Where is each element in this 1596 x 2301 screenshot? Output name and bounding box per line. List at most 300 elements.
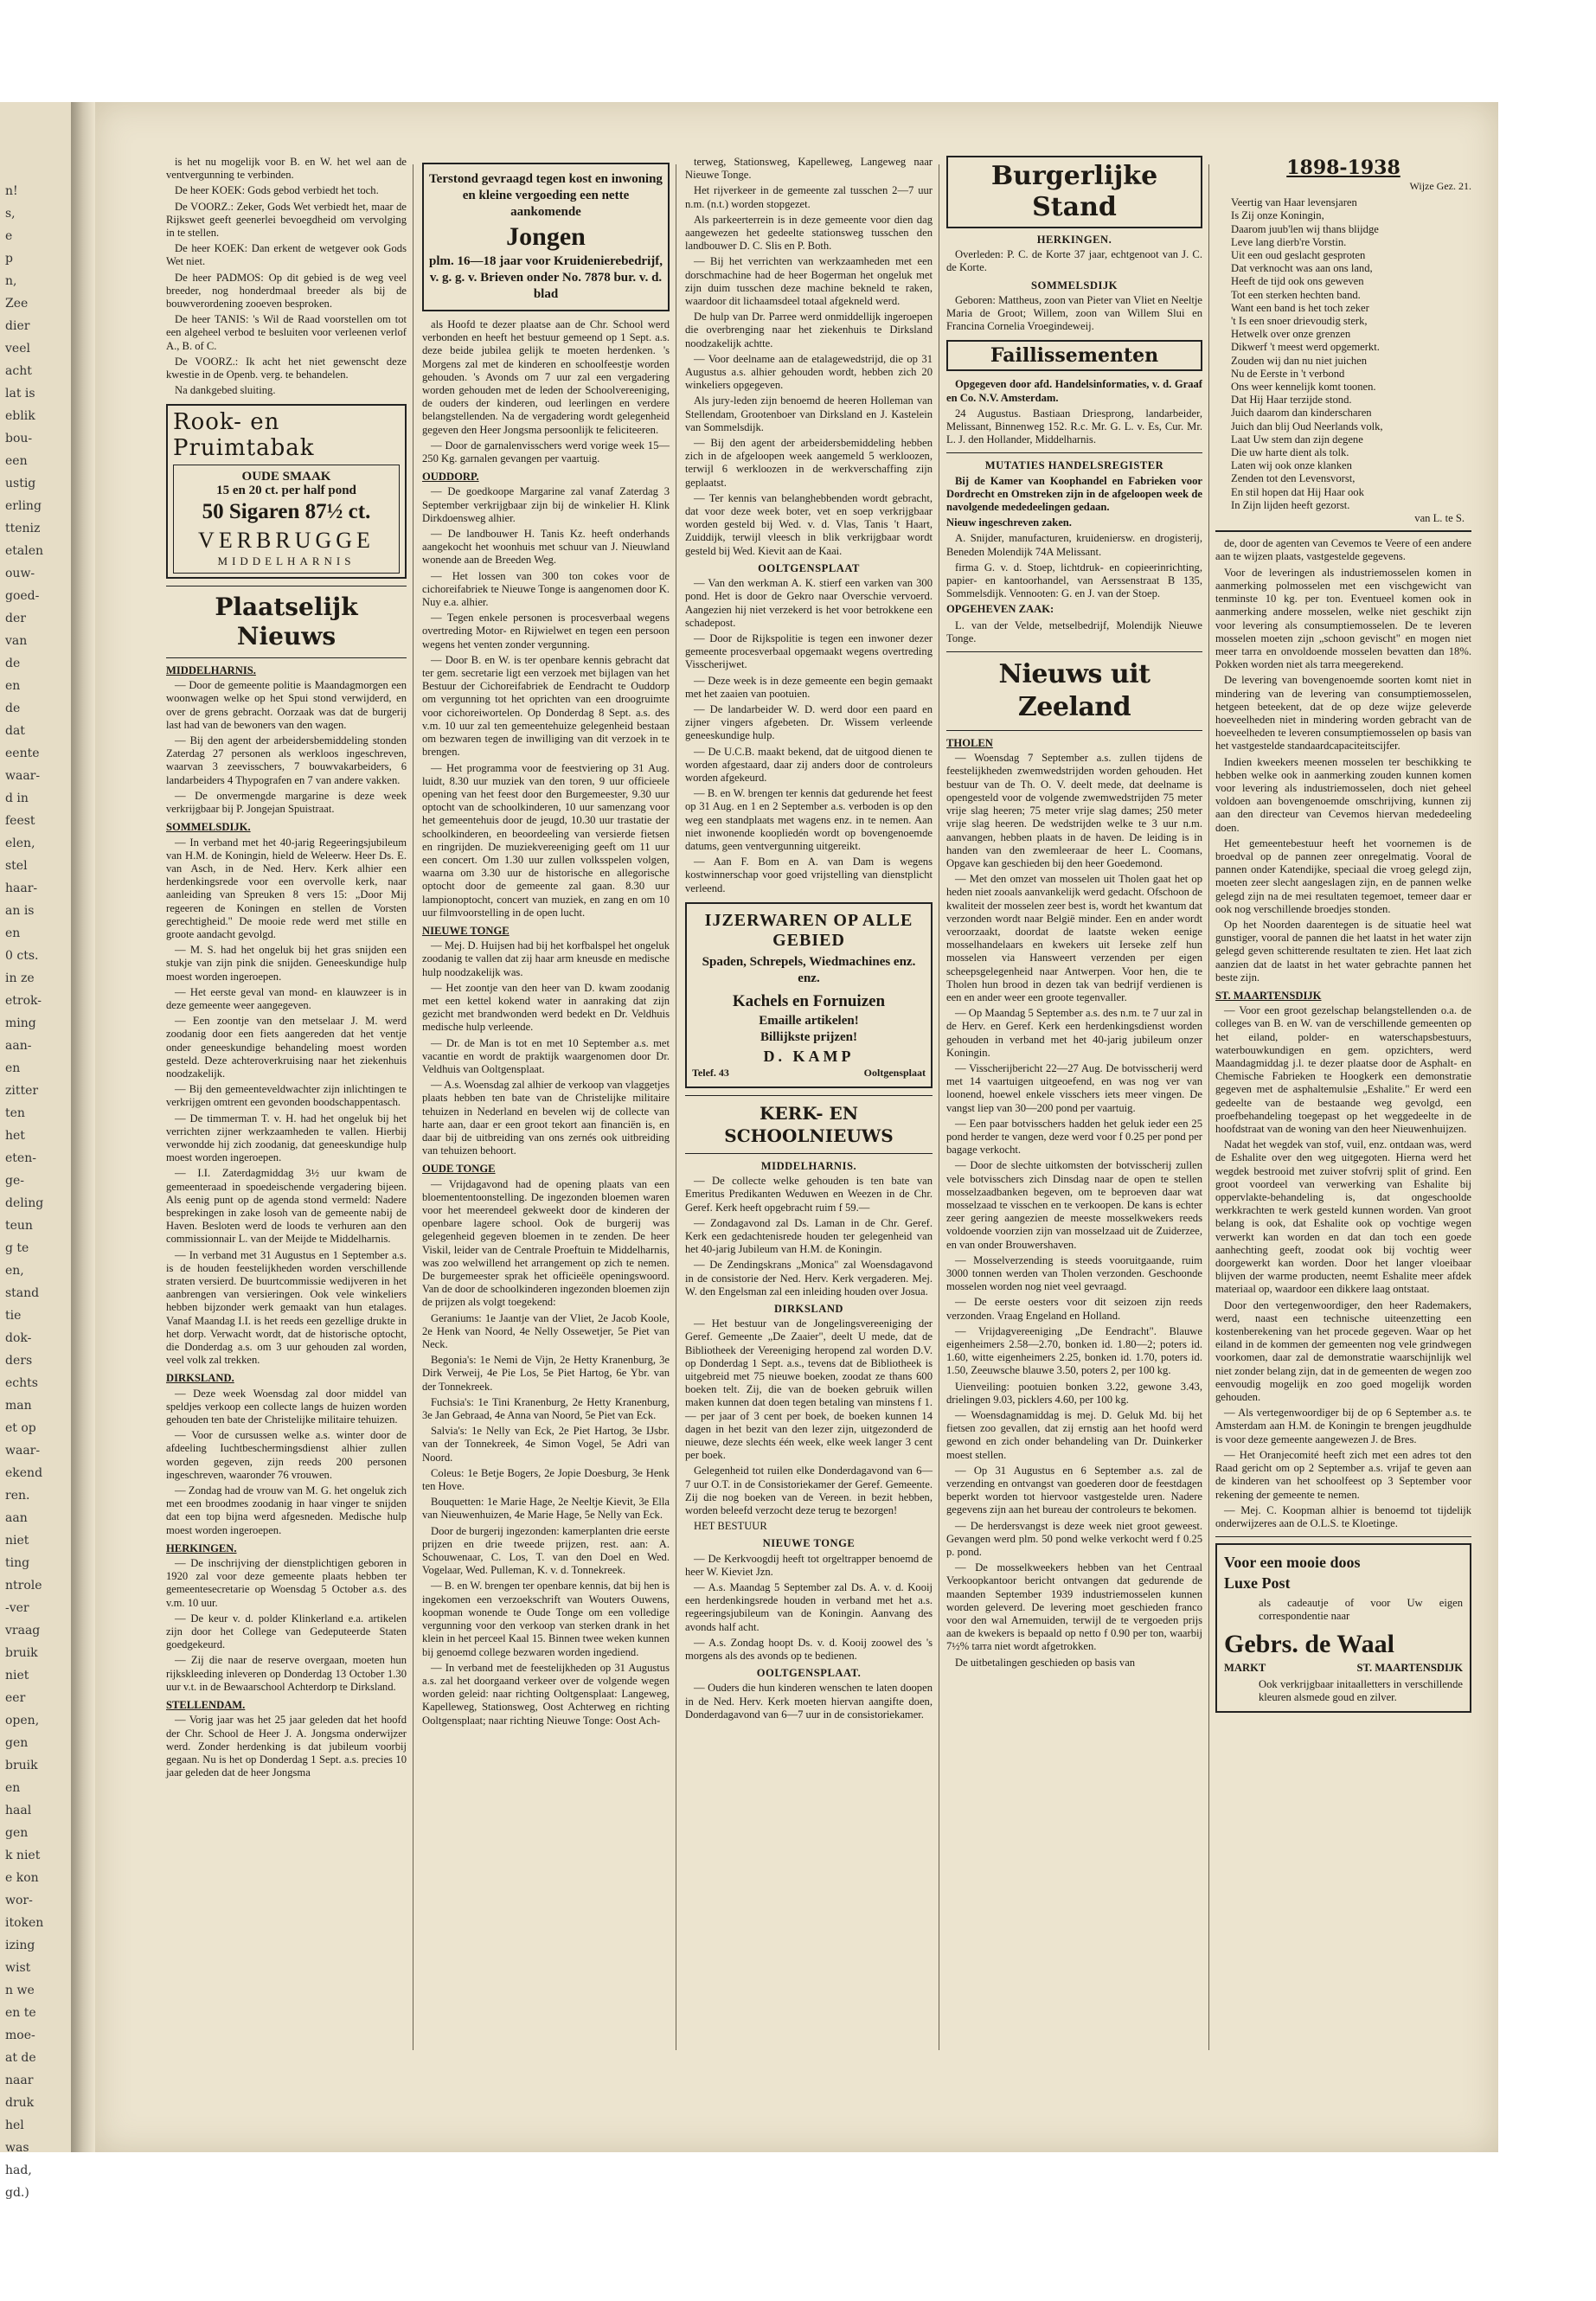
section-title: Faillissementen [990,344,1159,368]
article [946,752,1202,1670]
paragraph: Door den vertegenwoordiger, den heer Rademakers, werd, naast een technische uiteenzetting een kostenberekening van het procede gegeven. Waar op het eiland in de kommen der gemeenten nog vele grindwegen voorkomen, daar zal de demonstratie waarschijnlijk wel niet zonder belang zijn, dat in de gemeenten de wegen zoo eenvoudig mogelijk en zoo goed mogelijk worden gehouden. [1215,1298,1471,1404]
heading: DIRKSLAND [773,1303,844,1315]
ad-text: Ook verkrijgbaar initaalletters in verschillende kleuren alsmede goud en zilver. [1259,1677,1463,1703]
jongen-ad [422,163,670,311]
paragraph: Gelegenheid tot ruilen elke Donderdagavond van 6—7 uur O.T. in de Consistoriekamer der Geref. Gemeente. Zij die nog boeken van de Vereen. in bezit hebben, worden beleefd verzocht deze terug te bezorgen! [685,1465,933,1517]
fragment: waar- [5,1444,41,1458]
paragraph: — Als vertegenwoordiger bij de op 6 September a.s. te Amsterdam aan H.M. de Koningin te brengen jeugdhulde is voor deze gemeente aangewezen J. de Bres. [1215,1407,1471,1445]
poem-line: Uit een oud geslacht gesproten [1231,249,1366,262]
article [166,1714,407,1779]
article [1215,1004,1471,1530]
column-2 [422,156,670,2137]
fragment: in ze [5,971,35,985]
paragraph: — Van den werkman A. K. stierf een varken van 300 pond. Het is door de Gekro naar Overschie vervoerd. Aangezien hij niet verzekerd is het voor betrokkene een schadepost. [685,577,933,629]
paragraph: — Vorig jaar was het 25 jaar geleden dat het hoofd der Chr. School de Heer J. A. Jongsma onderwijzer werd. Zonder herdenking is dat jubileum voorbij gegaan. Nu is het op Donderdag 1 Sept. a.s. precies 10 jaar geleden dat de heer Jongsma [166,1714,407,1779]
paragraph: — Op Maandag 5 September a.s. des n.m. te 7 uur zal in de Herv. en Geref. Kerk een herdenkingsdienst worden gehouden in verband met het 40-jarig jubileum onzer Koningin. [946,1007,1202,1059]
burgerlijke-stand-box [946,156,1202,228]
fragment: en [5,1781,21,1795]
paragraph: De heer TANIS: 's Wil de Raad voorstellen om tot een algeheel verbod te besluiten voor verleenen verlof A., B. of C. [166,313,407,352]
paragraph: — Door de Rijkspolitie is tegen een inwoner dezer gemeente procesverbaal opgemaakt wegens overtreding Visscherijwet. [685,631,933,671]
paragraph: — Aan F. Bom en A. van Dam is wegens kostwinnerschap voor goed vrijstelling van dienstplicht verleend. [685,856,933,894]
fragment: dok- [5,1331,32,1345]
paragraph: — Bij den agent der arbeidersbemiddeling stonden Zaterdag 27 personen als werkloos ingeschreven, waarvan 3 zeevisschers, 7 bouwvakarbeiders, 6 landarbeiders 4 Thypografen en 7 van andere vakken. [166,734,407,786]
paragraph: — B. en W. brengen ter kennis dat gedurende het feest op 31 Aug. en 1 en 2 September a.s. verboden is op den weg een standplaats met wagens enz. in te nemen. Aan niet inwonende koopliedén wordt op bovengenoemde datums, geen ventvergunning uitgereikt. [685,787,933,852]
paragraph: terweg, Stationsweg, Kapelleweg, Langeweg naar Nieuwe Tonge. [685,156,933,182]
paragraph: — Bij den agent der arbeidersbemiddeling hebben zich in de afgeloopen week aangemeld 5 werkloozen, terwijl 6 werkloozen in de werkverschaffing zijn geplaatst. [685,437,933,489]
heading: SOMMELSDIJK. [166,821,251,834]
fragment: aan [5,1511,28,1525]
fragment: man [5,1399,32,1413]
paragraph: — In verband met 31 Augustus en 1 September a.s. is de houden feestelijkheden worden verschillende straten versierd. De buurtcommissie wedijveren in het aanbrengen van versieringen. Ook vele winkeliers hebben bijzonder werk gemaakt van hun etalages. Vanaf Maandag I.I. is het reeds een gezellige drukte in het dorp. Verwacht wordt, dat de historische optocht, die Donderdag a.s. om 3 uur gehouden zal worden, veel volk zal trekken. [166,1248,407,1367]
paragraph: — Zij die naar de reserve overgaan, moeten hun rijkskleeding inleveren op Donderdag 13 October 1.30 uur v.t. in de Bewaarschool Achterdorp te Dirksland. [166,1654,407,1693]
ad-text: Emaille artikelen! [759,1013,859,1028]
fragment: tteniz [5,522,41,535]
rook-tabak-ad [166,404,407,579]
notice: Bij de Kamer van Koophandel en Fabrieken voor Dordrecht en Omstreken zijn in de afgeloopen week de navolgende mededeelingen gedaan. [946,474,1202,514]
article [1215,537,1471,984]
paragraph: A. Snijder, manufacturen, kruideniersw. en drogisterij, Beneden Molendijk 74A Melissant. [946,532,1202,558]
fragment: en te [5,2006,36,2020]
paragraph: Indien kweekers meenen mosselen ter beschikking te hebben welke ook in aanmerking zouden kunnen komen voor levering als industriemosselen, doch niet geheel voldoen aan bovengenoemde omschrijving, kunnen zij aan den directeur van Cevemos hiervan mededeeling doen. [1215,755,1471,834]
fragment: der [5,612,26,625]
paragraph: De VOORZ.: Ik acht het niet gewenscht deze kwestie in de Openb. verg. te behandelen. [166,355,407,381]
fragment: d in [5,792,29,805]
notice: L. van der Velde, metselbedrijf, Molendijk Nieuwe Tonge. [946,619,1202,644]
section-title: Plaatselijk Nieuws [215,593,358,651]
paragraph: — De goedkoope Margarine zal vanaf Zaterdag 3 September verkrijgbaar zijn bij de winkelier H. Klink Dirkdoensweg alhier. [422,485,670,524]
fragment: izing [5,1939,35,1952]
fragment: ten [5,1106,25,1120]
article [422,1178,670,1727]
ad-text: als cadeautje of voor Uw eigen correspondentie naar [1259,1597,1463,1623]
article [685,1553,933,1663]
ad-brand: VERBRUGGE [198,527,375,553]
fragment: et op [5,1421,36,1435]
article [422,485,670,920]
poem-block [1215,156,1471,532]
fragment: had, [5,2163,32,2177]
fragment: naar [5,2073,34,2087]
fragment: n, [5,274,17,288]
paragraph: — A.s. Maandag 5 September zal Ds. A. v. d. Kooij een herdenkingsrede houden in verband met het a.s. regeeringsjubileum van de Koningin. Aanvang des avonds half acht. [685,1581,933,1633]
fragment: eblik [5,409,35,423]
fragment: etrok- [5,994,42,1008]
paragraph: — Voor een groot gezelschap belangstellenden o.a. de colleges van B. en W. van de verschillende gemeenten op het eiland, polder- en waterschapsbestuurs, waterbouwkundigen en gem. opzichters, werd Maandagmiddag j.l. te dezer plaatse door de Asphalt- en Chemische Fabrieken te Hoogkerk een demonstratie gegeven met de asphaltemulsie „Eshalite." Er werd een gedeelte van de bestaande weg gevolgd, een proefbehandeling toegepast op het weggedeelte in de hoofdstraat van de woning van den heer Nieuwenhuijzen. [1215,1004,1471,1136]
poem-line: Daarom juub'len wij thans blijdge [1231,222,1379,235]
paragraph: De levering van bovengenoemde soorten komt niet in mindering van de levering van consumptiemosselen, hetgeen beteekent, dat de op deze wijze geleverde hoeveelheden niet in mindering worden gebracht van de hoeveelheden te leveren consumptiemosselen op basis van het vastgestelde standaardcapaciteitscijfer. [1215,674,1471,753]
paragraph: Begonia's: 1e Nemi de Vijn, 2e Hetty Kranenburg, 3e Dirk Verweij, 4e Pie Los, 5e Piet Hartog, 6e Ybr. van der Tonnekreek. [422,1354,670,1393]
paragraph: — De landarbeider W. D. werd door een paard en zijner vingers afgebeten. Dr. Wissem verleende geneeskundige hulp. [685,702,933,742]
fragment: het [5,1129,25,1143]
paragraph: — De herdersvangst is deze week niet groot geweest. Gevangen werd plm. 50 pond welke verkocht werd f 0.25 p. pond. [946,1519,1202,1559]
fragment: niet [5,1534,29,1548]
paragraph: — Vrijdagavond had de opening plaats van een bloemententoonstelling. De ingezonden bloemen waren voor het meerendeel gekweekt door de kinderen der openbare lagere school. Ook de burgerij was gelegenheid gegeven bloemen in te zenden. De heer Viskil, leider van de Centrale Proeftuin te Middelharnis, was zoo welwillend het arrangement op zich te nemen. De burgemeester sprak het officieële openingswoord. Van de door de schoolkinderen ingezonden bloemen zijn de prijzen als volgt toegekend: [422,1177,670,1309]
paragraph: — Mej. C. Koopman alhier is benoemd tot tijdelijk onderwijzeres aan de O.L.S. te Kloetinge. [1215,1503,1471,1529]
paragraph: — Met den omzet van mosselen uit Tholen gaat het op heden niet zooals aanvankelijk werd gedacht. Ofschoon de kwaliteit der mosselen zeer best is, wordt het kwantum dat verzonden wordt naar België minder. Een en ander wordt veroorzaakt, doordat de laatste weken eenige mosselhandelaars en kwekers uit Ierseke zelf hun mosselen via Hansweert verzenden per eigen scheepsgelegenheid naar Antwerpen. Voor hen, die te Tholen hun brood in dezen tak van bedrijf verdienen is een en ander weer een groote tegenvaller. [946,873,1202,1003]
paragraph: Als jury-leden zijn benoemd de heeren Holleman van Stellendam, Grootenboer van Dirksland en J. Kastelein van Sommelsdijk. [685,394,933,433]
fragment: feest [5,814,35,828]
paragraph: — Door de gemeente politie is Maandagmorgen een woonwagen welke op het Spui stond verwijderd, en over de grens gebracht. Oorzaak was dat de burgerij last had van de bewoners van den wagen. [166,679,407,731]
poem-line: En stil hopen dat Hij Haar ook [1231,485,1364,498]
heading: OUDE TONGE [422,1163,496,1176]
fragment: zitter [5,1084,39,1098]
fragment: etalen [5,544,44,558]
article [685,1317,933,1533]
paragraph: De heer KOEK: Dan erkent de wetgever ook Gods Wet niet. [166,242,407,268]
ijzerwaren-ad [685,902,933,1088]
fragment: wor- [5,1894,33,1907]
poem-line: In Zijn lijden heeft gezorst. [1231,498,1350,511]
paragraph: de, door de agenten van Cevemos te Veere of een andere aan te wijzen plaats, vastgestelde gegevens. [1215,537,1471,563]
fragment: gen [5,1736,29,1750]
poem-line: Veertig van Haar levensjaren [1231,196,1357,209]
paragraph: Uienveiling: pootuien bonken 3.22, gewone 3.43, drielingen 9.03, picklers 4.60, per 100 kg. [946,1380,1202,1406]
poem-line: Want een band is het toch zeker [1231,301,1369,314]
fragment: veel [5,342,30,356]
heading: THOLEN [946,737,993,750]
paragraph: — Dr. de Man is tot en met 10 September a.s. met vacantie en wordt de praktijk waargenomen door Dr. Veldhuis van Ooltgensplaat. [422,1036,670,1075]
paragraph: De heer KOEK: Gods gebod verbiedt het toch. [175,184,379,197]
ad-price: 15 en 20 ct. per half pond [216,483,356,497]
paragraph: — Een zoontje van den metselaar J. M. werd zoodanig door een fiets aangereden dat het ventje onder geneeskundige behandeling moest worden gesteld. Deze achteroverkruising naar het ziekenhuis noodzakelijk. [166,1015,407,1080]
fragment: en [5,926,21,940]
paragraph: — De Zendingskrans „Monica" zal Woensdagavond in de consistorie der Ned. Herv. Kerk vergaderen. Mej. W. den Engelsman zal een inleiding houden over Josua. [685,1259,933,1298]
paragraph: — Woensdag 7 September a.s. zullen tijdens de feestelijkheden zwemwedstrijden worden gehouden. Het bestuur van de Th. O. V. deelt mede, dat deelname is opengesteld voor de volgende zwemwedstrijden 75 meter vrije slag heeren; 75 meter vrije slag dames; 250 meter vrije slag heeren. De wedstrijden welke te 3 uur n.m. aanvangen, hebben plaats in de haven. De leiding is in handen van den zwemleeraar de heer L. Coomans, Opgave kan geschieden bij den heer Goedemond. [946,752,1202,869]
paragraph: De VOORZ.: Zeker, Gods Wet verbiedt het, maar de Rijkswet geeft geenerlei bevoegdheid om vervolging in te stellen. [166,200,407,240]
paragraph: Het rijverkeer in de gemeente zal tusschen 2—7 uur n.m. (n.t.) worden stopgezet. [685,184,933,210]
article [166,1557,407,1694]
ad-place: MIDDELHARNIS [217,554,356,567]
paragraph: — Voor de cursussen welke a.s. winter door de afdeeling Iuchtbeschermingsdienst alhier zullen worden gegeven, zijn reeds 200 personen ingeschreven, waaronder 76 vrouwen. [166,1429,407,1481]
ad-text: Billijkste prijzen! [760,1029,858,1044]
fragment: an is [5,904,35,918]
paragraph: — Het Oranjecomité heeft zich met een adres tot den Raad gericht om op 2 September a.s. vrijaf te geven aan de kinderen van het schoolfeest op 3 September voor rekening der gemeente te nemen. [1215,1448,1471,1501]
poem-line: Dikwerf 't meest werd opgemerkt. [1231,341,1380,354]
ad-tel: Telef. 43 [692,1066,729,1079]
paragraph: — De keur v. d. polder Klinkerland e.a. artikelen zijn door het College van Gedeputeerde Staten goedgekeurd. [166,1612,407,1651]
fragment: stel [5,859,28,873]
article [422,318,670,465]
ad-jongen: Jongen [506,222,586,251]
column-1 [166,156,407,2137]
paragraph: De hulp van Dr. Parree werd onmiddellijk ingeroepen die overbrenging naar het ziekenhuis te Dirksland noodzakelijk achtte. [685,311,933,349]
fragment: e [5,229,13,243]
paragraph: Voor de leveringen als industriemosselen komen in aanmerking polmosselen met een vischgewicht van tenminste 10 kg. per ton. Eventueel komen ook in aanmerking andere mosselen, welke niet geschikt zijn voor levering als consumptiemosselen. De te leveren mosselen moeten zijn „schoon gevischt" en mogen niet meer tarra en onvoldoende mosselen bevatten dan 18%. Pokken worden niet als tarra meegerekend. [1215,566,1471,671]
article [685,577,933,895]
paragraph: — M. S. had het ongeluk bij het gras snijden een stukje van zijn pink die snijden. Geneeskundige hulp moest worden ingeroepen. [166,944,407,983]
paragraph: De uitbetalingen geschieden op basis van [955,1656,1136,1669]
fragment: van [5,634,28,648]
fragment: ren. [5,1489,30,1503]
paragraph: — Bij het verrichten van werkzaamheden met een dorschmachine had de heer Bogerman het ongeluk met zijn duim tusschen deze machine bekneld te raken, waardoor dit lichaamsdeel totaal afgekneld werd. [685,255,933,308]
paragraph: HET BESTUUR [694,1520,767,1533]
fragment: de [5,657,21,670]
paragraph: — De inschrijving der dienstplichtigen geboren in 1920 zal voor deze gemeente plaats hebben ter gemeentesecretarie op Woensdag 5 October a.s. des v.m. 10 uur. [166,1557,407,1609]
paragraph: Na dankgebed sluiting. [175,384,276,397]
article [166,1388,407,1537]
heading: HERKINGEN. [1036,234,1112,246]
column-5 [1215,156,1471,2137]
fragment: hel [5,2118,24,2132]
paragraph: — De eerste oesters voor dit seizoen zijn reeds verzonden. Vraag Engeland en Holland. [946,1296,1202,1322]
de-waal-ad [1215,1543,1471,1713]
fragment: dier [5,319,30,333]
article [166,836,407,1368]
paragraph: — Ouders die hun kinderen wenschen te laten doopen in de Ned. Herv. Kerk moeten hiervan aangifte doen, Donderdagavond van 6—7 uur in de consistoriekamer. [685,1682,933,1721]
fragment: p [5,252,13,266]
fragment: tie [5,1309,22,1323]
poem-line: 't Is een snoer drievoudig sterk, [1231,315,1368,328]
poem-title: 1898-1938 [1286,157,1401,179]
fragment: bou- [5,432,33,445]
fragment: elen, [5,836,35,850]
paragraph: — In verband met de feestelijkheden op 31 Augustus a.s. zal het doorgaand verkeer over de volgende wegen worden geleid: naar richting Ooltgensplaat: Langeweg, Kapelleweg, Stationsweg, Oost Achterweg en richting Ooltgensplaat; naar richting Nieuwe Tonge: Oost Ach- [422,1661,670,1727]
poem-line: Die uw harte dient als tolk. [1231,446,1349,459]
poem-line: Leve lang dierb're Vorstin. [1231,235,1347,248]
column-3 [685,156,933,2137]
poem-line: Juich daarom dan kinderscharen [1231,407,1372,420]
poem-line: Zouden wij dan nu niet juichen [1231,354,1368,367]
fragment: vraag [5,1624,41,1638]
paragraph: — Bij den gemeenteveldwachter zijn inlichtingen te verkrijgen omtrent een gevonden boodschappentasch. [166,1083,407,1109]
section-title: Nieuws uit Zeeland [998,659,1151,723]
fragment: en, [5,1264,24,1278]
fragment: g te [5,1241,29,1255]
fragment: echts [5,1376,38,1390]
notice: 24 Augustus. Bastiaan Driesprong, landarbeider, Melissant, Binnenweg 152. R.c. Mr. G. L. v. Es, Cur. Mr. L. J. den Hollander, Middelharnis. [946,407,1202,446]
section-title: Burgerlijke Stand [990,161,1158,222]
fragment: acht [5,364,32,378]
heading: DIRKSLAND. [166,1372,234,1385]
paragraph: — Door de garnalenvisschers werd vorige week 15—250 Kg. garnalen gevangen per vaartuig. [422,439,670,465]
fragment: s, [5,207,16,221]
paragraph: — Het eerste geval van mond- en klauwzeer is in deze gemeente weer aangegeven. [166,985,407,1011]
poem-line: Juich dan blij Oud Neerlands volk, [1231,420,1383,433]
faillissementen-box [946,340,1202,371]
paragraph: Coleus: 1e Betje Bogers, 2e Jopie Doesburg, 3e Henk ten Hove. [422,1466,670,1493]
paragraph: Fuchsia's: 1e Tini Kranenburg, 2e Hetty Kranenburg, 3e Jan Gebraad, 4e Anna van Noord, 5e Piet van Eck. [422,1395,670,1422]
fragment: eente [5,747,40,760]
book-gutter [71,102,95,2152]
poem-lines [1215,196,1471,512]
paragraph: Bouquetten: 1e Marie Hage, 2e Neeltje Kievit, 3e Ella van Nieuwenhuizen, 4e Marie Hage, 5e Nelly van Eck. [422,1496,670,1522]
paragraph: — Zondag had de vrouw van M. G. het ongeluk zich met een broodmes zoodanig in haar vinger te snijden dat een top bijna werd afgesneden. Medische hulp moest worden ingeroepen. [166,1484,407,1536]
fragment: druk [5,2096,35,2110]
fragment: -ver [5,1601,29,1615]
fragment: dat [5,724,25,738]
column-rule [1208,164,1209,2050]
fragment: n! [5,184,18,198]
paragraph: — De timmerman T. v. H. had het ongeluk bij het verrichten zijner werkzaamheden te vallen. Hierbij verwondde hij zich zoodanig, dat geneeskundige hulp moest worden ingeroepen. [166,1112,407,1164]
fragment: ting [5,1556,30,1570]
fragment: e kon [5,1871,39,1885]
fragment: Zee [5,297,29,311]
ad-title: Rook- en [173,409,280,436]
fragment: k niet [5,1849,41,1862]
paragraph: — Zondagavond zal Ds. Laman in de Chr. Geref. Kerk een gedachtenisrede houden ter gelegenheid van het 40-jarig Jubileum van H.M. de Koningin. [685,1216,933,1256]
article [685,1682,933,1721]
poem-line: Hetwelk over onze grenzen [1231,328,1351,341]
fragment: en [5,1061,21,1075]
heading: HERKINGEN. [166,1541,237,1554]
paragraph: — Mosselverzending is steeds vooruitgaande, ruim 3000 tonnen werden van Tholen verzonden. Geschoonde mosselen worden nog niet veel gevraagd. [946,1253,1202,1293]
fragment: n we [5,1984,35,1997]
poem-line: Tot een sterken hechten band. [1231,288,1361,301]
article [422,939,670,1157]
subheading: Nieuw ingeschreven zaken. [946,516,1072,529]
fragment: gen [5,1826,29,1840]
paragraph: Geraniums: 1e Jaantje van der Vliet, 2e Jacob Koole, 2e Henk van Noord, 4e Nelly Ossewetjer, 5e Piet van Neck. [422,1311,670,1351]
paragraph: Als parkeerterrein is in deze gemeente voor dien dag aangewezen het gedeelte stationsweg tusschen den landbouwer D. C. Slis en P. Both. [685,213,933,253]
notice: Geboren: Mattheus, zoon van Pieter van Vliet en Neeltje Maria de Groot; Willem, zoon van Willem Slui en Francina Cornelia Vroegindeweij. [946,293,1202,333]
ad-text: Luxe Post [1224,1574,1291,1593]
fragment: goed- [5,589,40,603]
fragment: haal [5,1804,32,1817]
poem-line: Dat Hij Haar terzijde stond. [1231,394,1352,407]
subheading: OPGEHEVEN ZAAK: [946,603,1054,616]
heading: ST. MAARTENSDIJK [1215,989,1322,1002]
poem-line: Laat Uw stem dan zijn degene [1231,433,1363,445]
paragraph: — Deze week is in deze gemeente een begin gemaakt met het zaaien van pootuien. [685,674,933,700]
heading: MIDDELHARNIS. [166,664,256,677]
heading: OOLTGENSPLAAT [758,561,860,574]
paragraph: — Voor deelname aan de etalagewedstrijd, die op 31 Augustus a.s. alhier gehouden wordt, hebben zich 20 winkeliers opgegeven. [685,352,933,392]
fragment: stand [5,1286,40,1300]
paragraph: — Deze week Woensdag zal door middel van speldjes verkoop een collecte langs de huizen worden gehouden ten bate der Christelijke militaire tehuizen. [166,1387,407,1426]
paragraph: — Visscherijbericht 22—27 Aug. De botvisscherij werd met 14 vaartuigen uitgeoefend, en was nog ver van loonend, hoewel enkele visschers iets meer vingen. De vangst liep van 30—200 pond per vaartuig. [946,1061,1202,1114]
notice: Opgegeven door afd. Handelsinformaties, v. d. Graaf en Co. N.V. Amsterdam. [946,378,1202,404]
paragraph: — De mosselkweekers hebben van het Centraal Verkoopkantoor bericht ontvangen dat gedurende de maanden September 1939 industriemosselen kunnen worden geleverd. De levering moet geschieden franco voor den wal Arnemuiden, terwijl de te vergoeden prijs aan de kwekers is bepaald op netto f 0.90 per ton, waarbij 7½% tarra niet wordt afgetrokken. [946,1561,1202,1653]
fragment: open, [5,1714,40,1727]
fragment: gd.) [5,2186,29,2200]
paragraph: Nadat het wegdek van stof, vuil, enz. ontdaan was, werd de Eshalite over den weg uitgegoten. Hierna werd het wegdek bestrooid met zuiver stofvrij split of grind. Een groot voordeel van verwerking van Eshalite bij oppervlakte-behandeling is, dat ongeschoolde werkkrachten te werk gesteld kunnen worden. Van groot belang is ook, dat Eshalite ook op vochtige wegen verwerkt kan worden en dat dan toch een goede aanhechting geeft, zoodat ook bij vochtig weer doorgewerkt kan worden. Door het langer vloeibaar blijven der warme producten, neemt Eshalite meer afdek materiaal op, waardoor een dikkere laag ontstaat. [1215,1138,1471,1296]
paragraph: — Door de slechte uitkomsten der botvisscherij zullen vele botvisschers zich Dinsdag naar de open te stellen mosselzaadbanken begeven, om te beproeven daar wat mosselzaad te visschen en te verkoopen. De kans is echter zeer gering aangezien de meeste mosselkwekers reeds voldoende voorzien zijn van mosselzaad uit de Zuiderzee, en van onder Brouwershaven. [946,1159,1202,1251]
heading: OUDDORP. [422,471,479,484]
paragraph: — Woensdagnamiddag is mej. D. Geluk Md. bij het fietsen zoo gevallen, dat zij ernstig aan het hoofd werd gewond en zich onder behandeling van Dr. Duinkerker moest stellen. [946,1409,1202,1461]
fragment: ge- [5,1174,24,1188]
paragraph: firma G. v. d. Stoep, lichtdruk- en copieerinrichting, papier- en kantoorhandel, van Aerssenstraat B 135, Sommelsdijk. Vennooten: G. en J. van der Stoep. [946,561,1202,600]
fragment: was [5,2141,29,2155]
fragment: aan- [5,1039,32,1053]
paragraph: — Op 31 Augustus en 6 September a.s. zal de verzending en ontvangst van goederen door de feestdagen beperkt worden tot hiervoor vastgestelde uren. Nadere gegevens zijn aan het bureau der controleurs te bekomen. [946,1464,1202,1516]
paragraph: — Het bestuur van de Jongelingsvereeniging der Geref. Gemeente „De Zaaier", deelt U mede, dat de Bibliotheek der Vereeniging heropend zal worden D.V. op Donderdag 1 Sept. a.s., tevens dat de Bibliotheek is uitgebreid met 75 nieuwe boeken, zoodat ze thans 600 boeken telt. Zij, die van de boeken gebruik willen maken kunnen dat doen tegen betaling van minstens f 1.— per jaar of 3 cent per boek, de boeken kunnen 14 dagen in het bezit van den lezer zijn, uitgezonderd de nieuwe, deze slechts één week, elke week langer 3 cent per boek. [685,1317,933,1462]
poem-line: Nu de Eerste in 't verbond [1231,367,1345,380]
ad-text: plm. 16—18 jaar voor Kruidenierebedrijf, v. g. g. v. Brieven onder No. 7878 bur. v. d. blad [429,254,663,301]
heading: SOMMELSDIJK [1031,279,1118,292]
paragraph: — Ter kennis van belanghebbenden wordt gebracht, dat voor deze week boter, vet en soep verkrijgbaar worden gesteld bij Wed. v. d. Vlas, Tanis 't Haart, Zuiddijk, terwijl vleesch in blik verkrijgbaar wordt gesteld bij Wed. Kievit aan de Kaai. [685,491,933,557]
fragment: ouw- [5,567,35,580]
heading: MIDDELHARNIS. [760,1159,857,1172]
paragraph: Op het Noorden daarentegen is de situatie heel wat gunstiger, vooral de pannen die het laatst in het water zijn gelegd geven schitterende resultaten te zien. Het laat zich aanzien dat de laatst in het water gebrachte pannen het beste zijn. [1215,918,1471,984]
column-4 [946,156,1202,2137]
heading: NIEUWE TONGE [422,924,510,937]
paragraph: — Het programma voor de feestviering op 31 Aug. luidt, 8.30 uur muziek van den toren, 9 uur officieele opening van het feest door den Burgemeester, 9.30 uur optocht van de schoolkinderen, 10 uur samenzang voor het gemeentehuis door de jeugd, 10.30 uur trastatie der schoolkinderen, en beoordeeling van versierde fietsen en ringrijden. De muziekvereeniging geeft om 11 uur een concert. Om 1.30 uur zullen volksspelen volgen, waarna om 3.30 uur de historische en allegorische optocht door de gemeente zal gaan. 8.30 uur lampionoptocht, concert van muziek, en zang en om 10 uur filmvoorstelling in de open lucht. [422,761,670,919]
paragraph: als Hoofd te dezer plaatse aan de Chr. School werd verbonden en heeft het bestuur gemeend op 1 Sept. a.s. deze beide jubilea gelijk te moeten herdenken. 's Morgens zal met de kinderen en schoolfeestje worden gehouden. 's Avonds om 7 uur zal een vergadering worden gehouden met de leden der Schoolvereeniging, de ouders der kinderen, oud leerlingen en verdere belangstellenden. Na de vergadering wordt gelegenheid gegeven den Heer Jongsma persoonlijk te feliciteeren. [422,318,670,436]
fragment: moe- [5,2029,35,2042]
ad-text: Voor een mooie doos [1224,1554,1361,1572]
fragment: niet [5,1669,29,1682]
paragraph: — I.I. Zaterdagmiddag 3½ uur kwam de gemeenteraad in spoedeischende vergadering bijeen. Als eenig punt op de agenda stond vermeld: Nadere besprekingen in zake losoh van de gemeente nabij de Haven. Besloten werd de loods te verhuren aan den commissionnair L. van der Meijde te Middelharnis. [166,1167,407,1246]
fragment: eten- [5,1151,36,1165]
paragraph: — De collecte welke gehouden is ten bate van Emeritus Predikanten Weduwen en Weezen in de Chr. Geref. Kerk heeft opgebracht ruim f 59.— [685,1175,933,1214]
ad-title: Pruimtabak [173,435,315,462]
ad-sigaren: 50 Sigaren 87½ ct. [202,499,371,523]
paragraph: — Tegen enkele personen is procesverbaal wegens overtreding Motor- en Rijwielwet en tegen een persoon wegens het venten zonder vergunning. [422,612,670,651]
heading: MUTATIES HANDELSREGISTER [984,459,1164,472]
ad-name: D. KAMP [763,1047,855,1065]
poem-line: Zenden tot den Levensvorst, [1231,472,1356,485]
heading: NIEUWE TONGE [762,1537,856,1550]
fragment: ming [5,1016,36,1030]
article [166,679,407,816]
paragraph: — A.s. Zondag hoopt Ds. v. d. Kooij zoowel des 's morgens als des avonds op te bedienen. [685,1636,933,1663]
fragment: de [5,702,21,715]
paragraph: Door de burgerij ingezonden: kamerplanten drie eerste prijzen en drie tweede prijzen, rest. aan: A. Schouwenaar, C. Los, T. van den Doel en Wed. Vogelaar, Wed. Pulleman, K. v. d. Tonnekreek. [422,1524,670,1577]
paragraph: — De onvermengde margarine is deze week verkrijgbaar bij P. Jongejan Spuistraat. [166,789,407,816]
paragraph: — Het lossen van 300 ton cokes voor de cichoreifabriek te Nieuwe Tonge is aangenomen door K. Nuy e.a. alhier. [422,569,670,609]
fragment: ders [5,1354,33,1368]
fragment: ekend [5,1466,43,1480]
ad-text: Kachels en Fornuizen [732,991,886,1010]
paragraph: — Vrijdagvereeniging „De Eendracht". Blauwe eigenheimers 2.58—2.70, bonken id. 1.80—2; poters id. 1.60, witte eigenheimers 2.25, bonken id. 1.70, poters id. 1.50, Zeeuwsche blauwe 3.50, poters 2, per 100 kg. [946,1324,1202,1377]
paragraph: is het nu mogelijk voor B. en W. het wel aan de ventvergunning te verbinden. [166,156,407,182]
paragraph: — A.s. Woensdag zal alhier de verkoop van vlaggetjes plaats hebben ten bate van de Christelijke militaire tehuizen in Nederland en bevelen wij de collecte van harte aan, daar er een groot tekort aan financiën is, en daar bij de uitbreiding van ons zernés ook uitbreiding van tehuizen behoort. [422,1079,670,1157]
fragment: teun [5,1219,33,1233]
paragraph: — De Kerkvoogdij heeft tot orgeltrapper benoemd de heer W. Kieviet Jzn. [685,1552,933,1578]
paragraph: De heer PADMOS: Op dit gebied is de weg veel breeder, nog honderdmaal breeder als bij de bouwverordening zooeven besproken. [166,271,407,311]
paragraph: Het gemeentebestuur heeft het voornemen is de broedval op de pannen zeer onregelmatig. Vooral de pannen onder Katendijke, speciaal die vroeg gelegd zijn, moeten zeer slecht aangeslagen zijn, en de pannen welke gelegd zijn na de mei resultaten tegemoet, temeer daar er ook nog verschillende broedjes stonden. [1215,836,1471,915]
col1-intro [166,156,407,397]
fragment: at de [5,2051,36,2065]
article [685,1175,933,1298]
previous-page-strip [0,102,71,2200]
ad-oude-smaak: OUDE SMAAK [241,470,331,484]
fragment: bruik [5,1759,38,1772]
poem-line: Heeft de tijd ook ons geweven [1231,275,1364,288]
poem-line: Ons weer kennelijk komt toonen. [1231,381,1376,394]
poem-melody: Wijze Gez. 21. [1409,180,1471,192]
fragment: ntrole [5,1579,42,1593]
paragraph: — In verband met het 40-jarig Regeeringsjubileum van H.M. de Koningin, hield de Weleerw. Heer Ds. E. van Asch, in de Ned. Herv. Kerk alhier een herdenkingsrede voor een overvolle kerk, naar aanleiding van Spreuken 8 vers 15: „Door Mij regeeren de Koningen en stellen de Vorsten gerechtigheid." De mooie rede werd met stille en groote aandacht gevolgd. [166,836,407,940]
fragment: itoken [5,1916,44,1930]
paragraph: — Een paar botvisschers hadden het geluk ieder een 25 pond herder te vangen, deze werd voor f 0.25 per pond per bagage verkocht. [946,1117,1202,1157]
fragment: een [5,454,28,468]
fragment: haar- [5,881,38,895]
paragraph: — Mej. D. Huijsen had bij het korfbalspel het ongeluk zoodanig te vallen dat zij haar arm kneusde en medische hulp noodzakelijk was. [422,939,670,978]
paragraph: — Door B. en W. is ter openbare kennis gebracht dat ter gem. secretarie ligt een verzoek met bijlagen van het Bestuur der Cichoreifabriek de Eendracht te Ouddorp om vergunning tot het oprichten van een droogruimte voor cichoreiwortelen. Op Donderdag 8 Sept. a.s. des v.m. 10 uur zal ten gemeentehuize gelegenheid bestaan om bezwaren tegen de inwilliging van dit verzoek in te brengen. [422,653,670,759]
fragment: erling [5,499,42,513]
poem-line: Laten wij ook onze klanken [1231,459,1352,472]
notice: Overleden: P. C. de Korte 37 jaar, echtgenoot van J. C. de Korte. [946,248,1202,274]
fragment: deling [5,1196,44,1210]
fragment: bruik [5,1646,38,1660]
fragment: en [5,679,21,693]
fragment: waar- [5,769,41,783]
ad-text: Terstond gevraagd tegen kost en inwoning en kleine vergoeding een nette aankomende [429,172,663,219]
fragment: ustig [5,477,36,490]
ad-title: IJZERWAREN OP ALLE GEBIED [704,910,913,950]
paragraph: — De landbouwer H. Tanis Kz. heeft onderhands aangekocht het woonhuis met schuur van J. Nieuwland wonende aan de Breeden Weg. [422,528,670,567]
ad-markt: MARKT [1224,1661,1266,1674]
heading: STELLENDAM. [166,1699,246,1712]
poem-line: Dat verknocht was aan ons land, [1231,262,1373,275]
paragraph: — B. en W. brengen ter openbare kennis, dat bij hen is ingekomen een verzoekschrift van Wouters Ouwens, koopman wonende te Oude Tonge om een volledige vergunning voor den verkoop van sterken drank in het klein in het perceel Kaal 15. Binnen twee weken kunnen bij genoemd college bezwaren worden ingediend. [422,1580,670,1658]
article [946,532,1202,600]
ad-place: Ooltgensplaat [863,1066,926,1079]
paragraph: Salvia's: 1e Nelly van Eck, 2e Piet Hartog, 3e IJsbr. van der Tonnekreek, 4e Simon Vogel, 5e Adri van Noord. [422,1425,670,1464]
paragraph: — De U.C.B. maakt bekend, dat de uitgood dienen te worden afgestaard, daar zij anders door de controleurs worden afgekeurd. [685,745,933,784]
fragment: eer [5,1691,26,1705]
